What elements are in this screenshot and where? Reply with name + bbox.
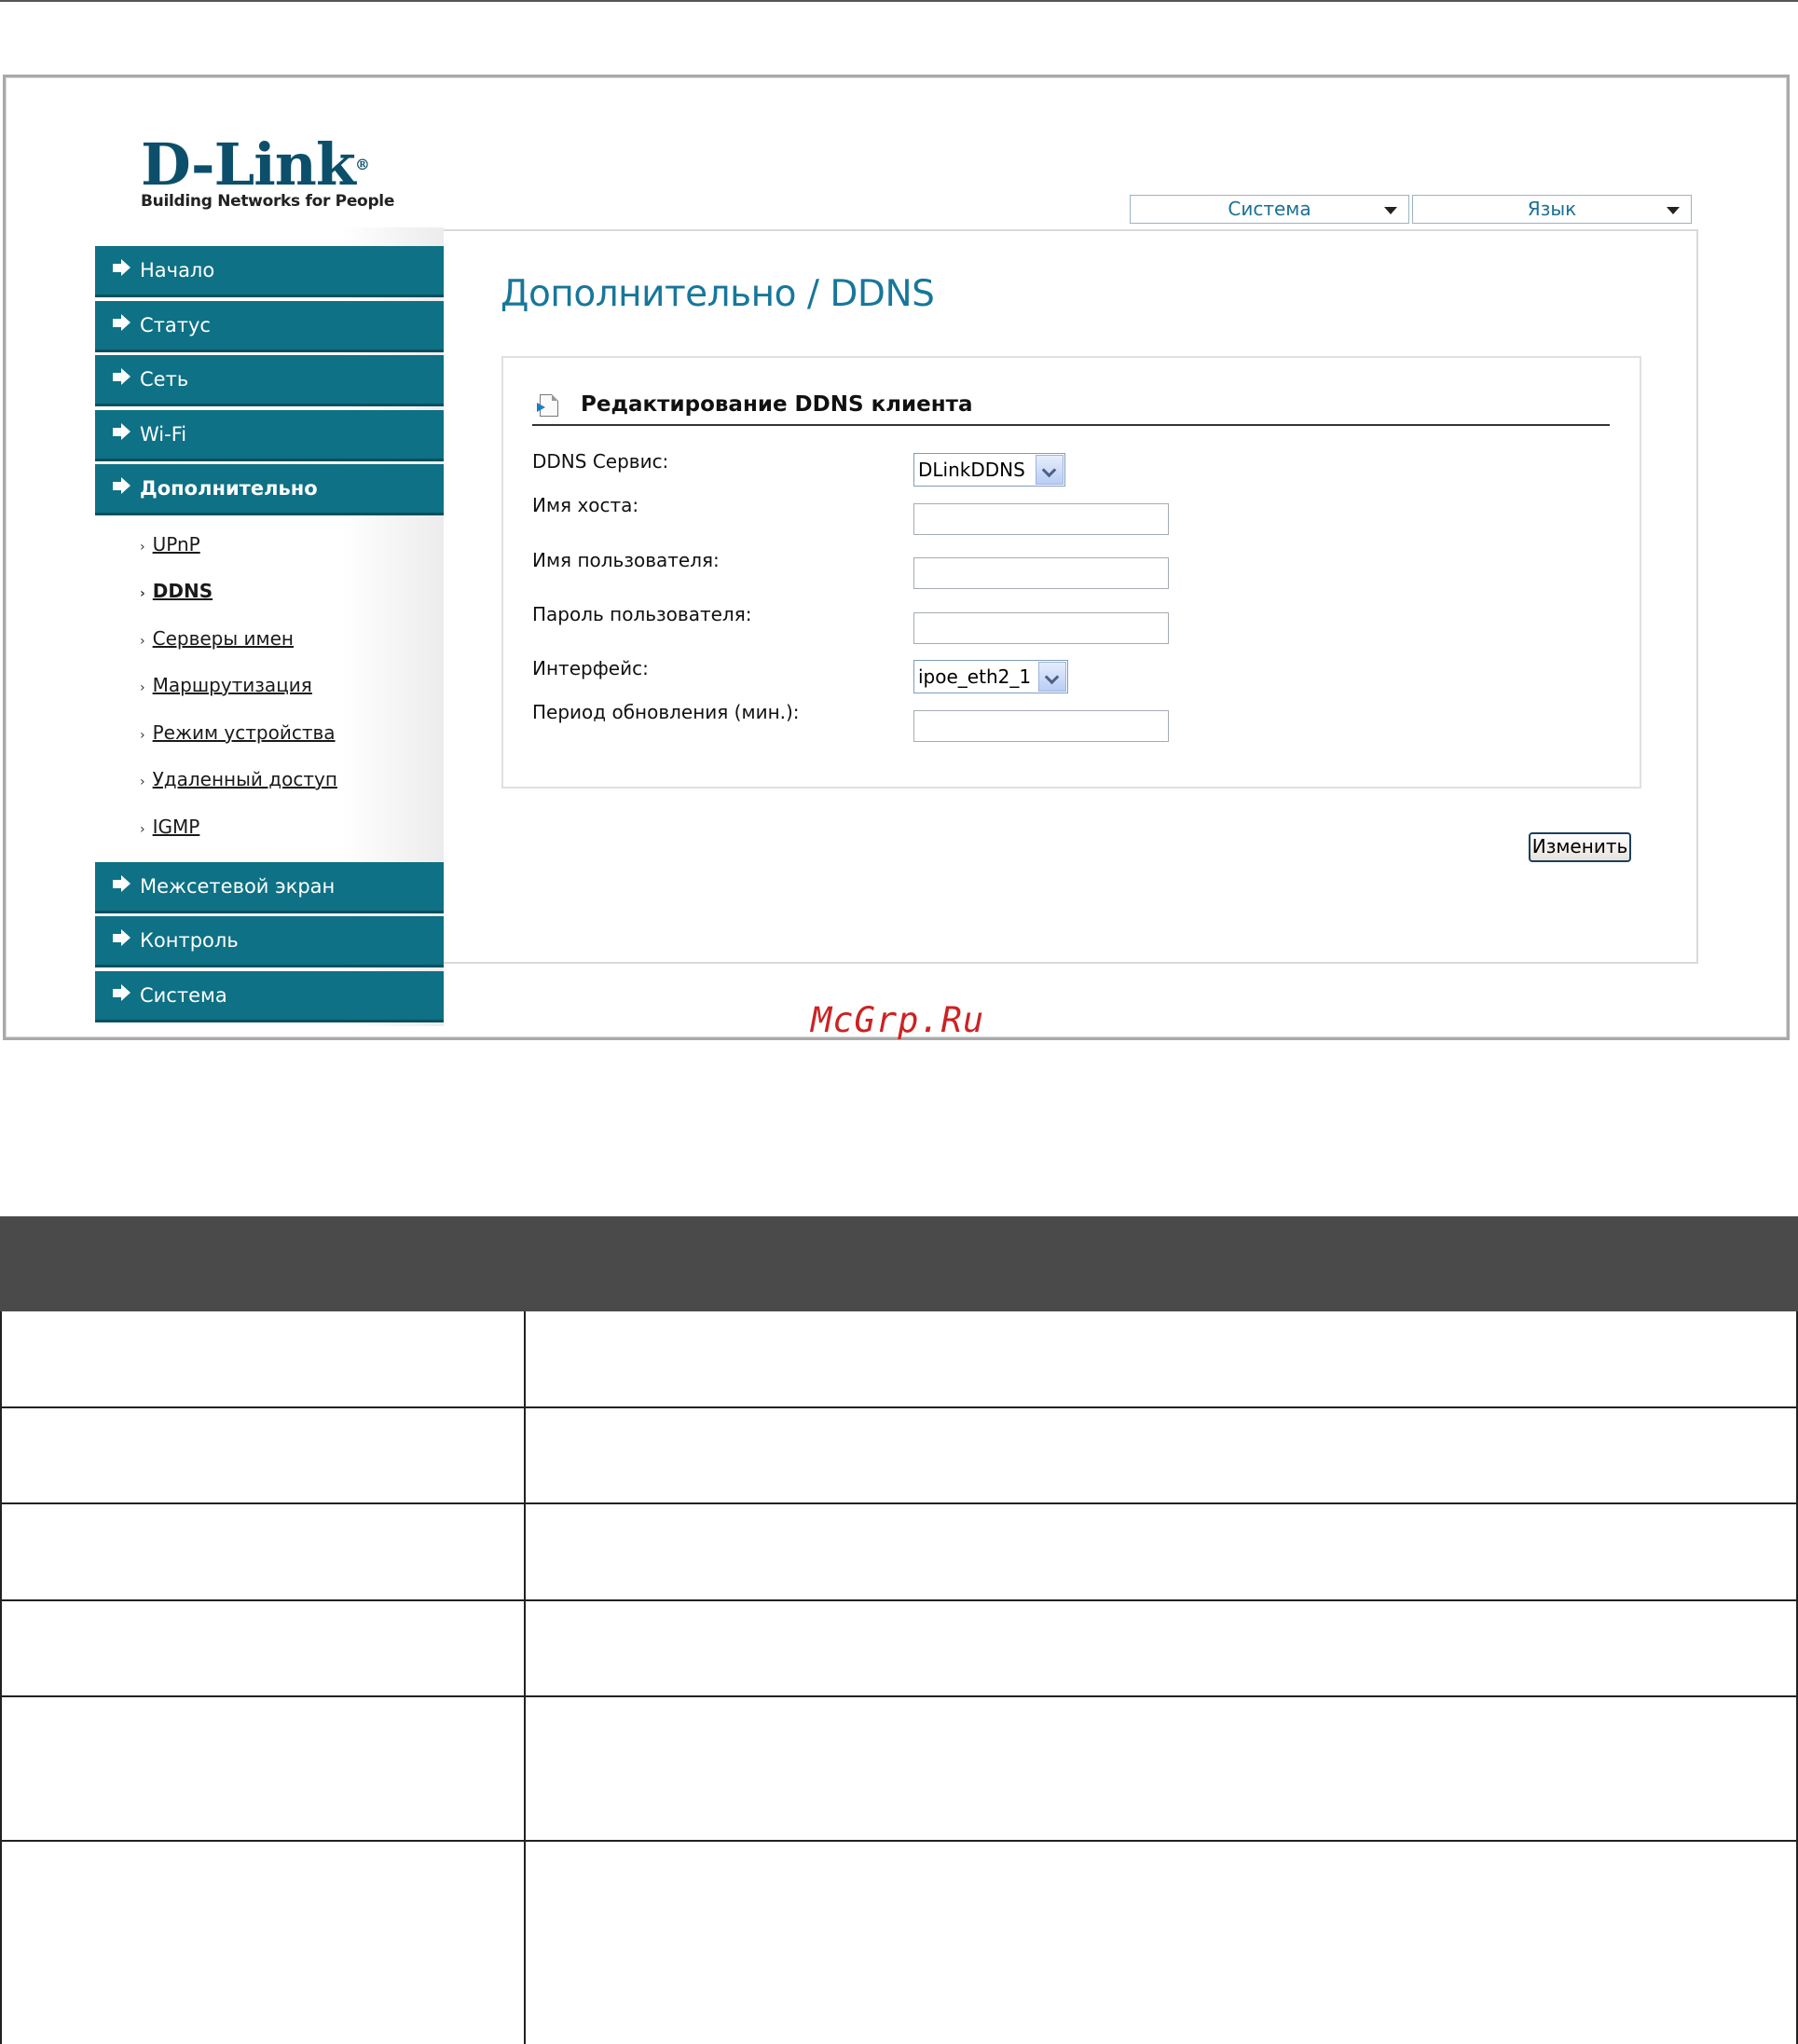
arrow-right-icon <box>113 880 122 888</box>
bullet-icon: › <box>140 775 145 789</box>
interface-label: Интерфейс: <box>532 657 649 679</box>
system-menu-label: Система <box>1228 198 1311 220</box>
subitem-label: Режим устройства <box>152 721 336 744</box>
password-label: Пароль пользователя: <box>532 603 752 625</box>
form-heading: Редактирование DDNS клиента <box>581 392 973 417</box>
sidebar-item-label: Дополнительно <box>140 477 318 500</box>
subitem-device-mode[interactable] <box>140 720 336 746</box>
chevron-down-icon[interactable] <box>1038 662 1066 692</box>
sidebar-item-control[interactable] <box>95 916 444 965</box>
subitem-ddns[interactable] <box>140 578 213 604</box>
table-cell <box>0 1408 526 1502</box>
sidebar-item-label: Wi-Fi <box>140 423 187 446</box>
ddns-service-value: DLinkDDNS <box>918 459 1025 481</box>
edit-document-icon <box>540 394 558 417</box>
table-row <box>0 1504 1798 1601</box>
arrow-right-icon <box>113 482 122 490</box>
dlink-logo <box>141 130 395 211</box>
bullet-icon: › <box>140 680 145 695</box>
logo-tagline: Building Networks for People <box>141 192 395 211</box>
table-row <box>0 1842 1798 2044</box>
subitem-label: Серверы имен <box>152 627 294 650</box>
apply-button[interactable]: Изменить <box>1529 832 1631 862</box>
page-title: Дополнительно / DDNS <box>501 273 935 315</box>
table-cell <box>0 1697 526 1840</box>
table-row <box>0 1311 1798 1408</box>
sidebar-item-start[interactable] <box>95 246 444 295</box>
sidebar-item-label: Начало <box>140 259 215 281</box>
arrow-right-icon <box>113 319 122 327</box>
language-menu-label: Язык <box>1527 198 1577 220</box>
arrow-right-icon <box>113 934 122 942</box>
update-period-input[interactable] <box>913 710 1169 742</box>
table-header <box>0 1216 1798 1311</box>
sidebar-item-system[interactable] <box>95 971 444 1020</box>
sidebar-item-label: Система <box>140 984 227 1007</box>
watermark: McGrp.Ru <box>811 1000 985 1040</box>
ddns-service-select[interactable] <box>913 453 1065 487</box>
table-cell <box>0 1504 526 1599</box>
password-input[interactable] <box>913 612 1169 644</box>
sidebar-item-wifi[interactable] <box>95 410 444 459</box>
table-cell <box>0 1311 526 1406</box>
sidebar-item-label: Контроль <box>140 929 239 952</box>
subitem-igmp[interactable] <box>140 814 199 840</box>
sidebar-item-status[interactable] <box>95 301 444 350</box>
subitem-label: Удаленный доступ <box>152 768 337 790</box>
interface-value: ipoe_eth2_1 <box>918 665 1032 688</box>
subitem-remote-access[interactable] <box>140 766 337 792</box>
arrow-right-icon <box>113 373 122 381</box>
table-row <box>0 1408 1798 1504</box>
username-input[interactable] <box>913 557 1169 589</box>
username-label: Имя пользователя: <box>532 549 720 571</box>
interface-select[interactable] <box>913 660 1068 693</box>
hostname-label: Имя хоста: <box>532 494 639 516</box>
arrow-right-icon <box>113 264 122 272</box>
logo-registered: ® <box>354 156 369 173</box>
subitem-label: Маршрутизация <box>152 674 312 696</box>
table-cell <box>0 1842 526 2044</box>
bullet-icon: › <box>140 728 145 743</box>
table-cell <box>0 1601 526 1695</box>
bullet-icon: › <box>140 822 145 837</box>
bullet-icon: › <box>140 634 145 649</box>
sidebar <box>95 227 444 1026</box>
sidebar-item-label: Статус <box>140 314 211 336</box>
logo-brand: D-Link <box>141 130 355 199</box>
subitem-name-servers[interactable] <box>140 625 294 652</box>
arrow-right-icon <box>113 428 122 436</box>
sidebar-item-label: Межсетевой экран <box>140 875 336 898</box>
hostname-input[interactable] <box>913 503 1169 535</box>
bullet-icon: › <box>140 540 145 555</box>
sidebar-item-firewall[interactable] <box>95 862 444 911</box>
sidebar-item-advanced[interactable] <box>95 464 444 513</box>
subitem-label: UPnP <box>152 533 200 556</box>
subitem-upnp[interactable] <box>140 531 200 557</box>
system-menu-dropdown[interactable] <box>1130 195 1409 224</box>
chevron-down-icon <box>1384 207 1397 214</box>
arrow-right-icon <box>113 989 122 997</box>
page-top-rule <box>0 0 1798 2</box>
sidebar-item-network[interactable] <box>95 355 444 404</box>
form-heading-divider <box>532 424 1610 426</box>
table-row <box>0 1697 1798 1842</box>
subitem-label: DDNS <box>152 580 213 602</box>
subitem-routing[interactable] <box>140 672 312 698</box>
table-row <box>0 1601 1798 1697</box>
update-period-label: Период обновления (мин.): <box>532 701 800 723</box>
bullet-icon: › <box>140 586 145 601</box>
sidebar-item-label: Сеть <box>140 368 189 391</box>
subitem-label: IGMP <box>152 816 200 838</box>
chevron-down-icon[interactable] <box>1036 455 1064 485</box>
chevron-down-icon <box>1667 207 1680 214</box>
ddns-service-label: DDNS Сервис: <box>532 450 669 473</box>
arrow-right-icon <box>537 403 545 412</box>
language-menu-dropdown[interactable] <box>1412 195 1692 224</box>
